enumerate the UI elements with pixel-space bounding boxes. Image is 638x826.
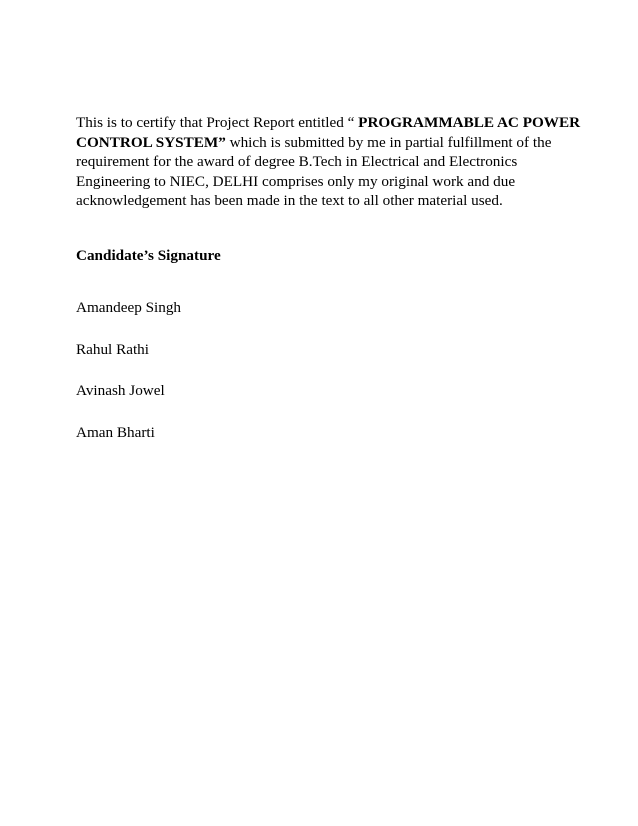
candidate-name: Rahul Rathi [76, 340, 149, 358]
paragraph-line-3: requirement for the award of degree B.Tech in Electrical and Electronics [76, 153, 518, 170]
candidate-name: Amandeep Singh [76, 299, 182, 316]
project-title-part-2: CONTROL SYSTEM” [76, 133, 226, 151]
submission-text: which is submitted by me in partial fulfillment of the [225, 133, 552, 151]
candidate-name: Avinash Jowel [76, 382, 165, 399]
candidate-list [76, 298, 181, 464]
certification-paragraph [76, 113, 581, 211]
signature-heading: Candidate’s Signature [76, 247, 221, 264]
certify-intro-text: This is to certify that Project Report entitled “ [76, 114, 359, 131]
paragraph-line-1 [76, 113, 581, 133]
paragraph-line-2 [76, 133, 576, 153]
project-title-part-1: PROGRAMMABLE AC POWER [358, 114, 581, 131]
candidate-name: Aman Bharti [76, 423, 155, 441]
paragraph-line-4: Engineering to NIEC, DELHI comprises only my original work and due [76, 172, 516, 190]
paragraph-line-5: acknowledgement has been made in the text to all other material used. [76, 192, 503, 209]
